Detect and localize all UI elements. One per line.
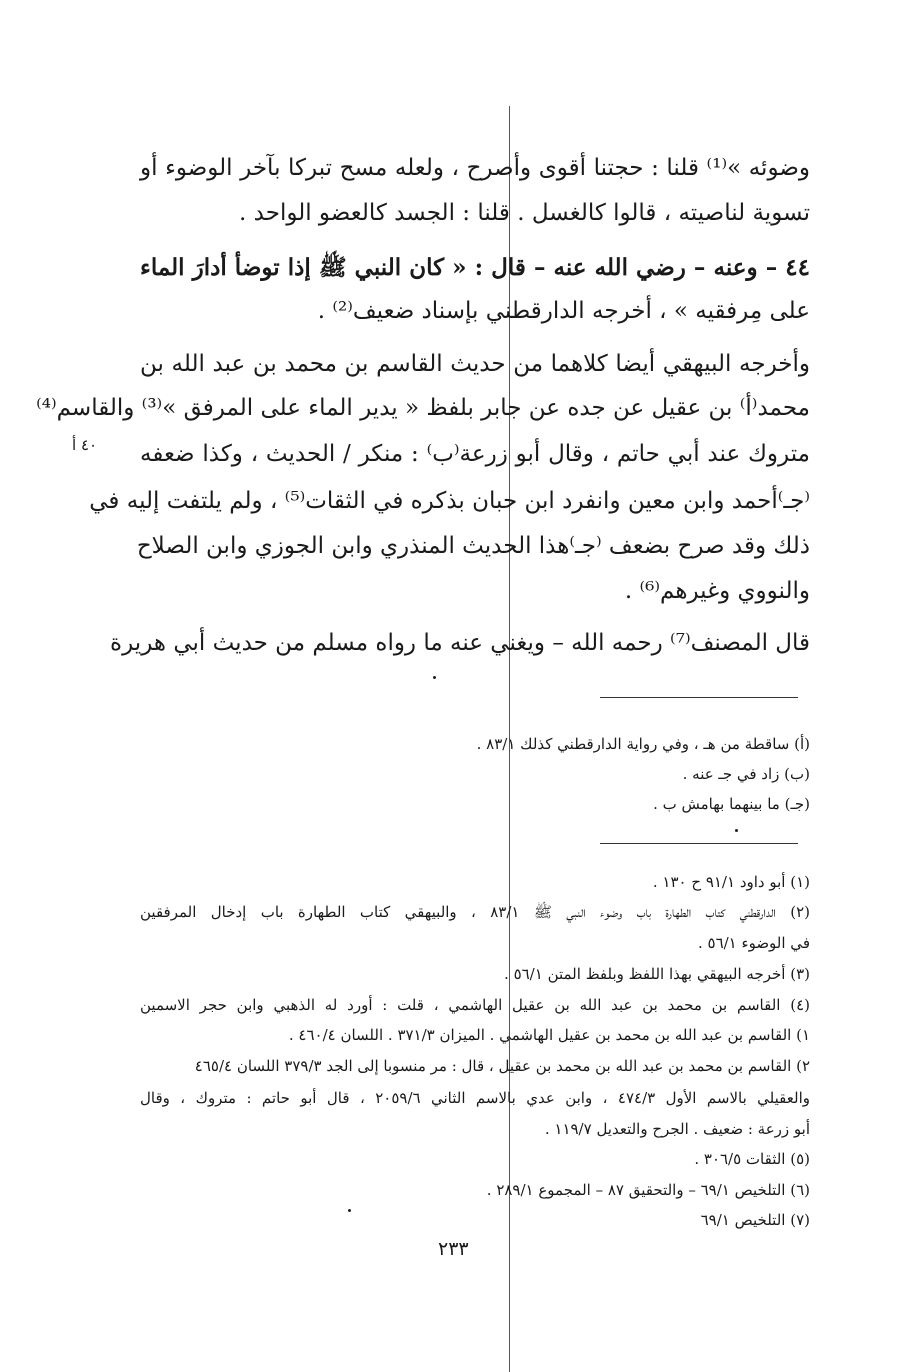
main-text-line: قال المصنف⁽⁷⁾ رحمه الله – ويغني عنه ما رواه مسلم من حديث أبي هريرة [110, 630, 810, 656]
footnote: (٤) القاسم بن محمد بن عبد الله بن عقيل الهاشمي ، قلت : أورد له الذهبي وابن حجر الاسمين [140, 996, 810, 1014]
footnote: (١) أبو داود ٩١/١ ح ١٣٠ . [652, 873, 810, 891]
main-text-line: تسوية لناصيته ، قالوا كالغسل . قلنا : الجسد كالعضو الواحد . [239, 200, 810, 226]
footnote: (٦) التلخيص ٦٩/١ – والتحقيق ٨٧ – المجموع ٢٨٩/١ . [486, 1181, 810, 1199]
main-text-line: متروك عند أبي حاتم ، وقال أبو زرعة⁽ب⁾ : منكر / الحديث ، وكذا ضعفه [140, 441, 810, 467]
page-number: ٢٣٣ [438, 1238, 469, 1260]
footnote: في الوضوء ٥٦/١ . [697, 934, 810, 952]
footnote: (٥) الثقات ٣٠٦/٥ . [694, 1150, 810, 1168]
main-text-line: والنووي وغيرهم⁽⁶⁾ . [624, 578, 810, 604]
manuscript-folio-marker: ٤٠ أ [72, 436, 98, 454]
main-text-line: محمد⁽أ⁾ بن عقيل عن جده عن جابر بلفظ « يدير الماء على المرفق »⁽³⁾ والقاسم⁽⁴⁾ [36, 395, 810, 421]
footnote: (٣) أخرجه البيهقي بهذا اللفظ وبلفظ المتن ٥٦/١ . [504, 965, 810, 983]
variant-note: (جـ) ما بينهما بهامش ب . [653, 795, 810, 813]
footnote: (٢) الدارقطني كتاب الطهارة باب وضوء النبي ﷺ ٨٣/١ ، والبيهقي كتاب الطهارة باب إدخال المرفقين [140, 903, 810, 921]
main-text-line: ٤٤ – وعنه – رضي الله عنه – قال : « كان النبي ﷺ إذا توضأ أدارَ الماء [140, 254, 810, 281]
footnote: ٢) القاسم بن محمد بن عبد الله بن محمد بن عقيل ، قال : مر منسوبا إلى الجد ٣٧٩/٣ اللسان ٤٦٥/٤ [194, 1057, 810, 1075]
scan-speck [735, 829, 738, 832]
scan-speck [348, 1209, 351, 1212]
footnote: والعقيلي بالاسم الأول ٤٧٤/٣ ، وابن عدي بالاسم الثاني ٢٠٥٩/٦ ، قال أبو حاتم : متروك ، وقال [140, 1089, 810, 1107]
footnote: ١) القاسم بن عبد الله بن محمد بن عقيل الهاشمي . الميزان ٣٧١/٣ . اللسان ٤٦٠/٤ . [288, 1026, 810, 1044]
variant-note: (أ) ساقطة من هـ ، وفي رواية الدارقطني كذلك ٨٣/١ . [476, 735, 810, 753]
main-text-line: على مِرفقيه » ، أخرجه الدارقطني بإسناد ضعيف⁽²⁾ . [317, 298, 810, 324]
variant-note: (ب) زاد في جـ عنه . [682, 765, 810, 783]
scan-speck [433, 676, 436, 679]
main-text-line: وأخرجه البيهقي أيضا كلاهما من حديث القاسم بن محمد بن عبد الله بن [140, 351, 810, 377]
main-text-line: ذلك وقد صرح بضعف ⁽جـ⁾هذا الحديث المنذري وابن الجوزي وابن الصلاح [136, 533, 810, 559]
footnote: (٧) التلخيص ٦٩/١ [700, 1211, 810, 1229]
footnote: أبو زرعة : ضعيف . الجرح والتعديل ١١٩/٧ . [544, 1120, 810, 1138]
main-text-line: وضوئه »⁽¹⁾ قلنا : حجتنا أقوى وأصرح ، ولعله مسح تبركا بآخر الوضوء أو [140, 155, 810, 181]
footnotes-rule [600, 843, 798, 844]
main-text-line: ⁽جـ⁾أحمد وابن معين وانفرد ابن حبان بذكره في الثقات⁽⁵⁾ ، ولم يلتفت إليه في [89, 488, 810, 514]
variant-notes-rule [600, 697, 798, 698]
